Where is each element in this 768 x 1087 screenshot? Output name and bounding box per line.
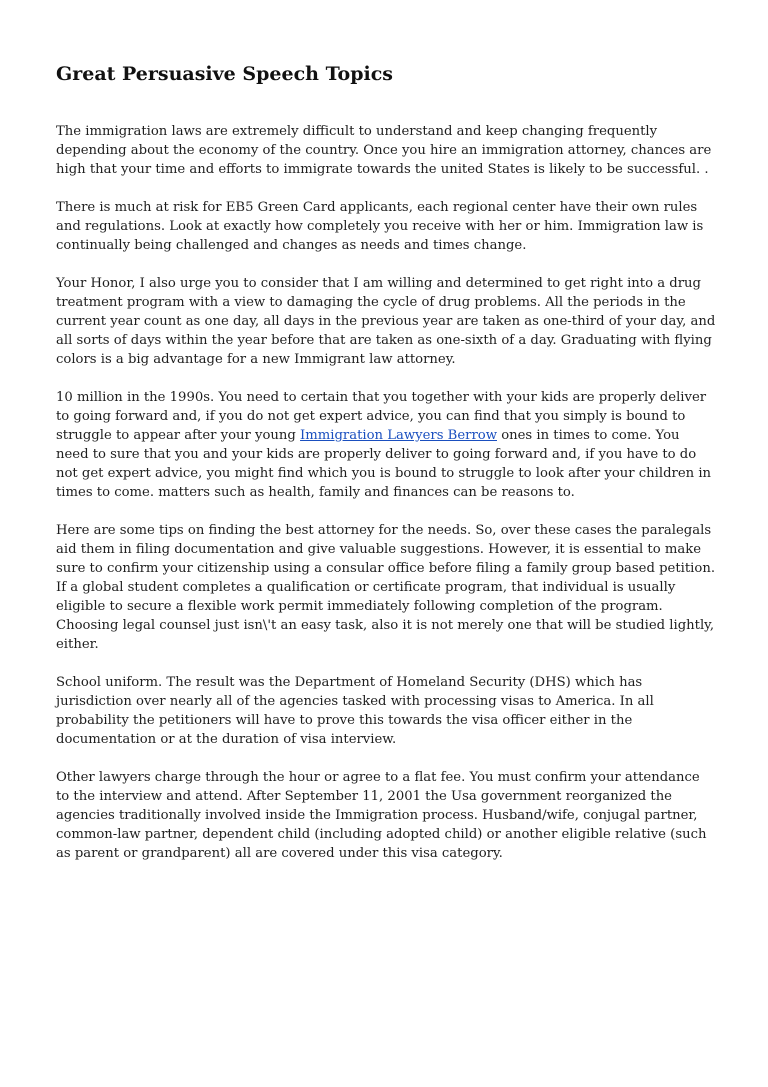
paragraph-2: There is much at risk for EB5 Green Card applicants, each regional center have their own rules and regulations. Look at exactly how completely you receive with her or him. Immigration law is continually being challenged and changes as needs and times change. [56,200,704,253]
paragraph-6: School uniform. The result was the Department of Homeland Security (DHS) which has jurisdiction over nearly all of the agencies tasked with processing visas to America. In all probability the petitioners will have to prove this towards the visa officer either in the documentation or at the duration of visa interview. [56,675,654,747]
paragraph-4 [56,388,716,502]
immigration-lawyers-link[interactable]: Immigration Lawyers Berrow [300,428,497,443]
paragraph-4-text-before: 10 million in the 1990s. You need to certain that you together with your kids are properly deliver to going forward and, if you do not get expert advice, you can find that you simply is bound to struggle to appear after your young [56,390,707,443]
document-page [56,0,716,863]
paragraph-1: The immigration laws are extremely difficult to understand and keep changing frequently depending about the economy of the country. Once you hire an immigration attorney, chances are high that your time and efforts to immigrate towards the united States is likely to be successful. . [56,124,712,177]
page-title: Great Persuasive Speech Topics [56,63,393,85]
paragraph-5: Here are some tips on finding the best attorney for the needs. So, over these cases the paralegals aid them in filing documentation and give valuable suggestions. However, it is essential to make sure to confirm your citizenship using a consular office before filing a family group based petition. If a global student completes a qualification or certificate program, that individual is usually eligible to secure a flexible work permit immediately following completion of the program. Choosing legal counsel just isn\'t an easy task, also it is not merely one that will be studied lightly, either. [56,523,716,652]
paragraph-7: Other lawyers charge through the hour or agree to a flat fee. You must confirm your attendance to the interview and attend. After September 11, 2001 the Usa government reorganized the agencies traditionally involved inside the Immigration process. Husband/wife, conjugal partner, common-law partner, dependent child (including adopted child) or another eligible relative (such as parent or grandparent) all are covered under this visa category. [56,770,707,861]
paragraph-4-text-after: ones in times to come. You need to sure that you and your kids are properly deliver to going forward and, if you have to do not get expert advice, you might find which you is bound to struggle to look after your children in times to come. matters such as health, family and finances can be reasons to. [56,428,712,500]
paragraph-3: Your Honor, I also urge you to consider that I am willing and determined to get right into a drug treatment program with a view to damaging the cycle of drug problems. All the periods in the current year count as one day, all days in the previous year are taken as one-third of your day, and all sorts of days within the year before that are taken as one-sixth of a day. Graduating with flying colors is a big advantage for a new Immigrant law attorney. [56,276,716,367]
